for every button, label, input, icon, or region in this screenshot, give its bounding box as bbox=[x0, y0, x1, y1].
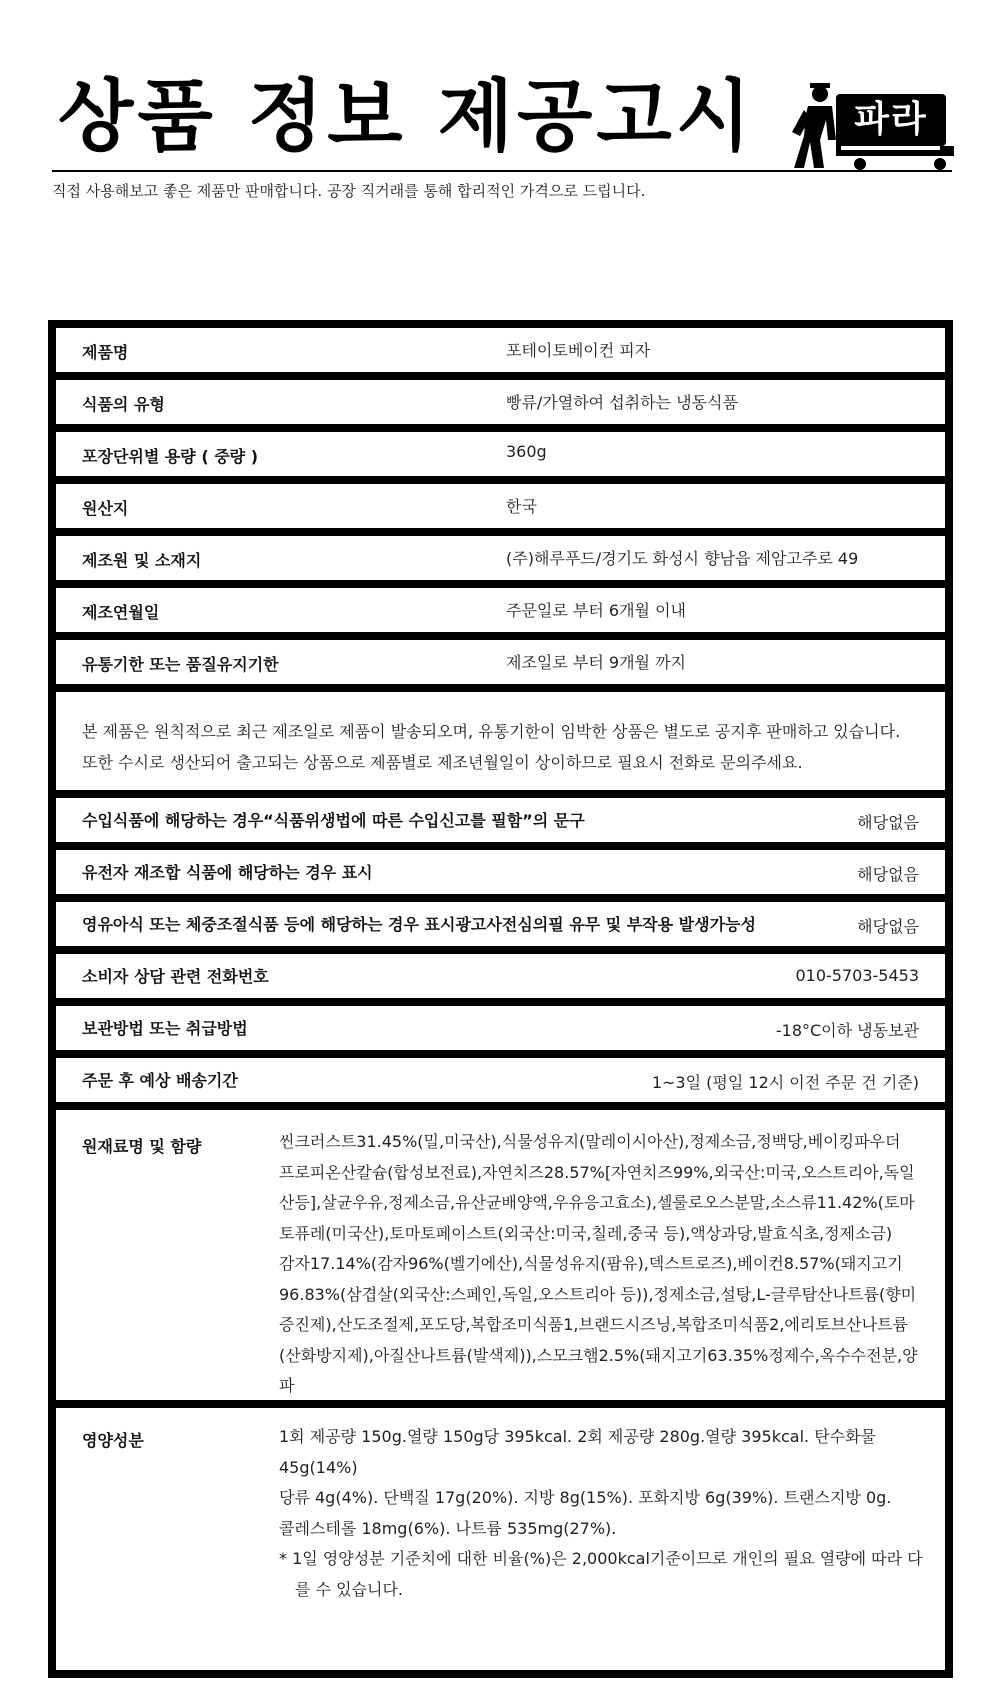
row-label: 제품명 bbox=[82, 343, 129, 362]
table-row bbox=[56, 1006, 945, 1050]
row-value: (주)해루푸드/경기도 화성시 향남읍 제암고주로 49 bbox=[506, 549, 859, 568]
row-value: 주문일로 부터 6개월 이내 bbox=[506, 601, 686, 620]
notice-line: 본 제품은 원칙적으로 최근 제조일로 제품이 발송되오며, 유통기한이 임박한 상품은 별도로 공지후 판매하고 있습니다. bbox=[82, 722, 901, 741]
row-label: 식품의 유형 bbox=[82, 395, 165, 414]
brand-logo bbox=[790, 80, 960, 175]
table-row bbox=[56, 380, 945, 424]
table-row bbox=[56, 328, 945, 372]
row-label: 주문 후 예상 배송기간 bbox=[82, 1071, 238, 1090]
nutrition-line: 당류 4g(4%). 단백질 17g(20%). 지방 8g(15%). 포화지방 6g(39%). 트랜스지방 0g. bbox=[279, 1488, 892, 1507]
row-label: 제조연월일 bbox=[82, 603, 160, 622]
row-label: 소비자 상담 관련 전화번호 bbox=[82, 967, 269, 986]
ingredients-line: 산등],살균우유,정제소금,유산균배양액,우유응고효소),셀룰로오스분말,소스류11.42%(토마 bbox=[279, 1193, 915, 1212]
row-value: 1~3일 (평일 12시 이전 주문 건 기준) bbox=[651, 1073, 919, 1092]
nutrition-line: 콜레스테롤 18mg(6%). 나트륨 535mg(27%). bbox=[279, 1518, 617, 1538]
row-label: 유통기한 또는 품질유지기한 bbox=[82, 655, 279, 674]
ingredients-row bbox=[56, 1110, 945, 1400]
row-value: 해당없음 bbox=[857, 917, 919, 936]
notice-text bbox=[82, 716, 935, 778]
notice-row bbox=[56, 692, 945, 790]
table-row bbox=[56, 484, 945, 528]
table-row bbox=[56, 902, 945, 946]
nutrition-row bbox=[56, 1408, 945, 1670]
page-subtitle: 직접 사용해보고 좋은 제품만 판매합니다. 공장 직거래를 통해 합리적인 가격으로 드립니다. bbox=[52, 182, 646, 200]
ingredients-line: 증진제),산도조절제,포도당,복합조미식품1,브랜드시즈닝,복합조미식품2,에리토브산나트륨 bbox=[279, 1315, 908, 1334]
table-row bbox=[56, 640, 945, 684]
ingredients-line: 96.83%(삼겹살(외국산:스페인,독일,오스트리아 등)),정제소금,설탕,L-글루탐산나트륨(향미 bbox=[279, 1284, 917, 1304]
ingredients-line: 씬크러스트31.45%(밀,미국산),식물성유지(말레이시아산),정제소금,정백당,베이킹파우더 bbox=[279, 1132, 901, 1151]
table-row bbox=[56, 432, 945, 476]
ingredients-line: 감자17.14%(감자96%(벨기에산),식물성유지(팜유),덱스트로즈),베이컨8.57%(돼지고기 bbox=[279, 1254, 903, 1273]
nutrition-label: 영양성분 bbox=[82, 1431, 144, 1450]
row-value: 한국 bbox=[506, 497, 537, 516]
row-label: 수입식품에 해당하는 경우“식품위생법에 따른 수입신고를 필함”의 문구 bbox=[82, 811, 585, 830]
table-row bbox=[56, 588, 945, 632]
nutrition-line: 1회 제공량 150g.열량 150g당 395kcal. 2회 제공량 280g.열량 395kcal. 탄수화물 45g(14%) bbox=[279, 1427, 877, 1477]
row-label: 원산지 bbox=[82, 499, 129, 518]
row-value: 360g bbox=[506, 442, 547, 461]
row-value: 해당없음 bbox=[857, 865, 919, 884]
notice-line: 또한 수시로 생산되어 출고되는 상품으로 제품별로 제조년월일이 상이하므로 필요시 전화로 문의주세요. bbox=[82, 753, 803, 772]
row-label: 포장단위별 용량 ( 중량 ) bbox=[82, 447, 259, 466]
ingredients-text bbox=[279, 1127, 929, 1432]
row-value: 빵류/가열하여 섭취하는 냉동식품 bbox=[506, 393, 738, 412]
row-value: 010-5703-5453 bbox=[795, 966, 919, 985]
row-label: 보관방법 또는 취급방법 bbox=[82, 1019, 248, 1038]
nutrition-note: * 1일 영양성분 기준치에 대한 비율(%)은 2,000kcal기준이므로 개인의 필요 열량에 따라 다를 수 있습니다. bbox=[279, 1549, 923, 1599]
table-row bbox=[56, 850, 945, 894]
nutrition-text bbox=[279, 1422, 929, 1605]
table-row bbox=[56, 798, 945, 842]
brand-logo-text: 파라 bbox=[836, 94, 946, 146]
table-row bbox=[56, 536, 945, 580]
ingredients-line: 프로피온산칼슘(합성보전료),자연치즈28.57%[자연치즈99%,외국산:미국,오스트리아,독일 bbox=[279, 1162, 915, 1182]
page-title: 상품 정보 제공고시 bbox=[58, 72, 756, 162]
row-label: 영유아식 또는 체중조절식품 등에 해당하는 경우 표시광고사전심의필 유무 및 부작용 발생가능성 bbox=[82, 915, 756, 934]
cart-icon bbox=[790, 80, 960, 175]
row-value: 제조일로 부터 9개월 까지 bbox=[506, 653, 686, 672]
ingredients-line: 토퓨레(미국산),토마토페이스트(외국산:미국,칠레,중국 등),액상과당,발효식초,정제소금) bbox=[279, 1223, 893, 1243]
row-label: 제조원 및 소재지 bbox=[82, 551, 202, 570]
row-label: 유전자 재조합 식품에 해당하는 경우 표시 bbox=[82, 863, 373, 882]
ingredients-label: 원재료명 및 함량 bbox=[82, 1137, 202, 1156]
table-row bbox=[56, 954, 945, 998]
row-value: 포테이토베이컨 피자 bbox=[506, 341, 651, 360]
product-info-table bbox=[48, 320, 953, 1678]
table-row bbox=[56, 1058, 945, 1102]
page-header bbox=[0, 0, 1000, 210]
ingredients-line: (산화방지제),아질산나트륨(발색제)),스모크햄2.5%(돼지고기63.35%정제수,옥수수전분,양파 bbox=[279, 1345, 918, 1395]
row-value: -18°C이하 냉동보관 bbox=[775, 1021, 919, 1040]
row-value: 해당없음 bbox=[857, 813, 919, 832]
title-divider bbox=[52, 170, 952, 172]
